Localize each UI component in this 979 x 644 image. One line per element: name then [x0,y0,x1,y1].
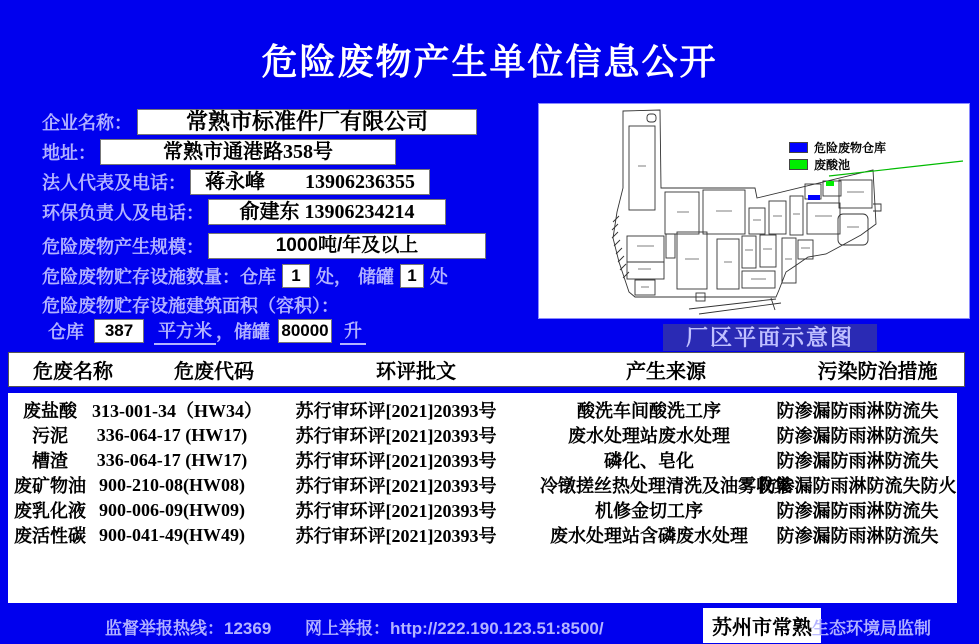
table-cell: 苏行审环评[2021]20393号 [295,476,497,496]
table-cell: 苏行审环评[2021]20393号 [295,501,497,521]
table-cell: 防渗漏防雨淋防流失 [776,501,939,521]
table-cell: 废水处理站废水处理 [568,426,730,446]
table-cell: 900-006-09(HW09) [99,499,245,520]
storage-area-label: 危险废物贮存设施建筑面积（容积）： [42,296,339,316]
warehouse-count-label: 仓库 [240,267,276,287]
factory-map-panel [538,103,970,319]
table-cell: 防渗漏防雨淋防流失 [776,526,939,546]
table-cell: 酸洗车间酸洗工序 [577,401,721,421]
field-storage-area-values [48,317,366,345]
header-source: 产生来源 [626,361,706,383]
table-cell: 防渗漏防雨淋防流失 [776,401,939,421]
warehouse-area-label: 仓库 [48,322,84,342]
field-storage-count [42,263,448,289]
env-officer-label: 环保负责人及电话： [42,203,204,223]
legend-item-warehouse [789,140,886,155]
warehouse-color-swatch [789,142,808,153]
field-storage-area-label [42,292,339,318]
tank-count-unit: 处 [430,267,448,287]
warehouse-area-value: 387 [94,319,144,343]
table-cell: 苏行审环评[2021]20393号 [295,426,497,446]
address-value: 常熟市通港路358号 [100,139,396,165]
production-scale-value: 1000吨/年及以上 [208,233,486,259]
field-production-scale [42,233,486,259]
table-cell: 336-064-17 (HW17) [96,424,248,445]
field-legal-rep [42,169,430,195]
table-cell: 废活性碳 [14,526,86,546]
table-cell: 900-210-08(HW08) [99,474,245,495]
company-name-label: 企业名称： [42,113,132,133]
acid-pool-legend-label: 废酸池 [814,158,851,172]
field-env-officer [42,199,446,225]
warehouse-area-unit: 平方米 [154,317,216,345]
table-cell: 废盐酸 [23,401,77,421]
table-cell: 防渗漏防雨淋防流失 [776,426,939,446]
production-scale-label: 危险废物产生规模： [42,237,204,257]
table-cell: 冷镦搓丝热处理清洗及油雾收集 [540,476,792,496]
table-cell: 槽渣 [32,451,68,471]
header-pollution-control: 污染防治措施 [817,361,938,383]
table-row [8,497,957,522]
address-label: 地址： [42,143,96,163]
table-cell: 313-001-34（HW34） [92,401,262,421]
table-cell: 防渗漏防雨淋防流失 [776,451,939,471]
map-caption: 厂区平面示意图 [663,324,877,351]
table-row [8,447,957,472]
header-waste-code: 危废代码 [174,361,254,383]
plan-acid-pool-marker [826,181,834,186]
table-cell: 900-041-49(HW49) [99,524,245,545]
tank-count-label: 储罐 [358,267,394,287]
warehouse-legend-label: 危险废物仓库 [814,141,887,155]
table-cell: 机修金切工序 [595,501,703,521]
field-address [42,139,396,165]
table-cell: 废水处理站含磷废水处理 [550,526,748,546]
table-row [8,397,957,422]
table-cell: 336-064-17 (HW17) [96,449,248,470]
table-row [8,422,957,447]
warehouse-count-unit: 处， [316,267,352,287]
tank-area-unit: 升 [340,317,366,345]
legend-item-acid-pool [789,157,886,172]
table-cell: 废矿物油 [14,476,86,496]
warehouse-count-value: 1 [282,264,310,288]
authority-suffix-text: 生态环境局监制 [812,619,931,638]
table-cell: 废乳化液 [14,501,86,521]
table-cell: 苏行审环评[2021]20393号 [295,526,497,546]
authority-city-box: 苏州市常熟 [703,608,821,643]
header-eia-approval: 环评批文 [376,361,456,383]
storage-count-label: 危险废物贮存设施数量： [42,267,240,287]
acid-pool-color-swatch [789,159,808,170]
legal-rep-label: 法人代表及电话： [42,173,186,193]
page-title: 危险废物产生单位信息公开 [261,41,718,82]
table-row [8,522,957,547]
tank-count-value: 1 [400,264,424,288]
waste-table [8,393,957,603]
waste-table-header [8,352,965,387]
map-legend [789,140,886,174]
footer [0,606,979,644]
table-cell: 污泥 [32,426,68,446]
field-company-name [42,109,477,135]
online-report-text: 网上举报：http://222.190.123.51:8500/ [305,619,604,638]
plan-warehouse-marker [808,195,820,200]
table-row [8,472,957,497]
legal-rep-value: 蒋永峰 13906236355 [190,169,430,195]
header-waste-name: 危废名称 [33,361,113,383]
table-cell: 苏行审环评[2021]20393号 [295,451,497,471]
hotline-text: 监督举报热线：12369 [105,619,272,638]
table-cell: 磷化、皂化 [604,451,694,471]
table-cell: 苏行审环评[2021]20393号 [295,401,497,421]
storage-area-separator: ，储罐 [216,322,270,342]
env-officer-value: 俞建东 13906234214 [208,199,446,225]
company-name-value: 常熟市标准件厂有限公司 [137,109,477,135]
factory-plan-drawing [539,104,969,318]
table-cell: 防渗漏防雨淋防流失防火 [758,476,957,496]
tank-area-value: 80000 [278,319,332,343]
